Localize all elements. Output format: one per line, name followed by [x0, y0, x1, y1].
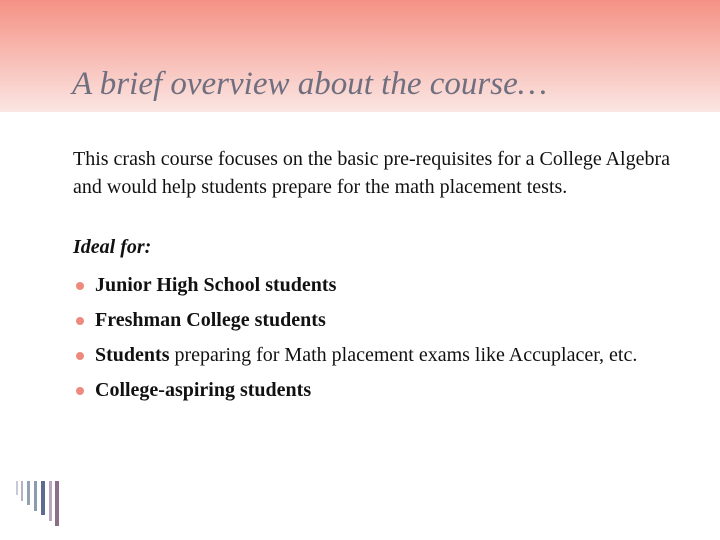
bullet-icon	[76, 317, 84, 325]
slide-title: A brief overview about the course…	[72, 66, 548, 102]
ideal-for-label: Ideal for:	[73, 236, 152, 258]
stripe	[34, 481, 37, 511]
bullet-rest-text: preparing for Math placement exams like Accuplacer, etc.	[169, 344, 638, 366]
decorative-stripes	[16, 481, 66, 527]
bullet-bold-text: Students	[95, 344, 170, 366]
list-item	[73, 376, 673, 404]
bullet-bold-text: College-aspiring students	[95, 379, 312, 401]
stripe	[16, 481, 18, 495]
audience-list	[73, 271, 673, 411]
bullet-bold-text: Junior High School students	[95, 274, 337, 296]
stripe	[55, 481, 59, 526]
bullet-icon	[76, 352, 84, 360]
stripe	[21, 481, 23, 501]
list-item	[73, 341, 673, 369]
list-item	[73, 306, 673, 334]
bullet-bold-text: Freshman College students	[95, 309, 326, 331]
list-item	[73, 271, 673, 299]
stripe	[27, 481, 30, 505]
stripe	[41, 481, 45, 515]
bullet-icon	[76, 387, 84, 395]
bullet-icon	[76, 282, 84, 290]
stripe	[49, 481, 52, 521]
intro-paragraph: This crash course focuses on the basic pre-requisites for a College Algebra and would help students prepare for the math placement tests.	[73, 148, 671, 198]
